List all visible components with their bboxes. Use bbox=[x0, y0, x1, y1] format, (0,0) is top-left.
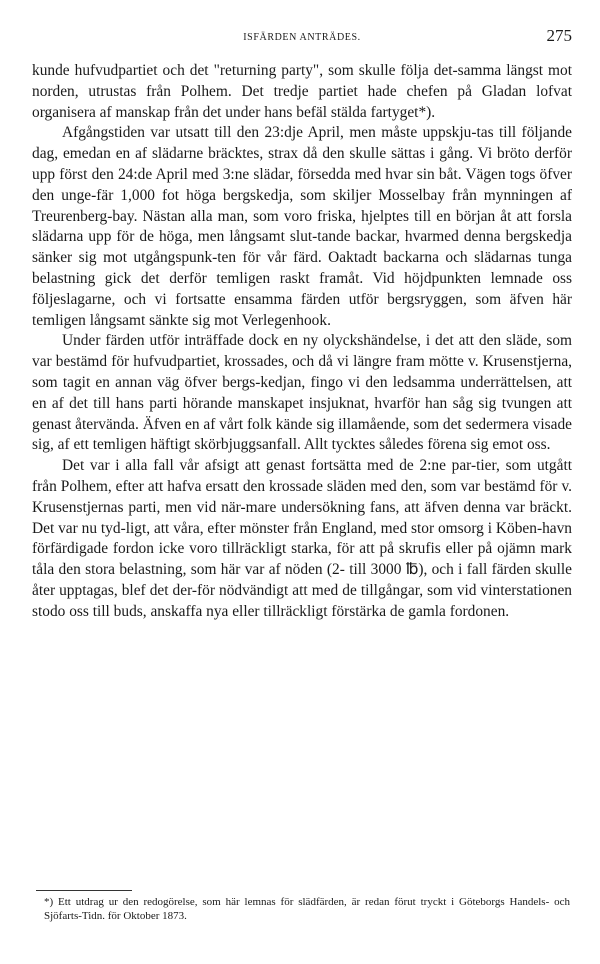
paragraph-accident: Under färden utför inträffade dock en ny olyckshändelse, i det att den släde, som var bestämd för hufvudpartiet, krossades, och då vi längre fram mötte v. Krusenstjerna, som tagit en annan väg öfver bergs-kedjan, fingo vi den ledsamma underrättelsen, att en af det till hans parti hörande manskapet insjuknat, hvarför han såg sig tvungen att genast återvända. Äfven en af vårt folk kände sig illamående, som det sedermera visade sig, af ett temligen häftigt skörbjuggsanfall. Allt tycktes således förena sig emot oss. bbox=[32, 332, 572, 454]
paragraph-departure: Afgångstiden var utsatt till den 23:dje April, men måste uppskju-tas till följande dag, emedan en af slädarne bräcktes, strax då den skulle sättas i gång. Vi bröto derför upp först den 24:de April med 3:ne slädar, försedda med hvar sin båt. Vägen togs öfver den unge-fär 1,000 fot höga bergskedja, som skiljer Mosselbay från mynningen af Treurenberg-bay. Nästan alla man, som voro friska, hjelptes till en början åt att forsla slädarna upp för de höga, men långsamt slut-tande backar, hvarmed denna bergskedja sänker sig mot utgångspunk-ten för vår färd. Oaktadt backarna och slädarnas tunga belastning gick det derför temligen raskt framåt. Vid höjdpunkten lemnade oss följeslagarne, och vi fortsatte ensamma färden utför bergsryggen, som äfven här temligen långsamt sänkte sig mot Verlegenhook. bbox=[32, 124, 572, 329]
running-title: ISFÄRDEN ANTRÄDES. bbox=[243, 32, 361, 43]
page-number: 275 bbox=[546, 26, 572, 45]
body-text bbox=[32, 61, 572, 623]
footnote-text: *) Ett utdrag ur den redogörelse, som här lemnas för slädfärden, är redan förut tryckt i Göteborgs Handels- och Sjöfarts-Tidn. för Oktober 1873. bbox=[44, 896, 570, 922]
paragraph-continued: kunde hufvudpartiet och det "returning party", som skulle följa det-samma längst mot norden, utrustas från Polhem. Det tredje partiet hade chefen på Gladan lofvat organisera af manskap från det under hans befäl stälda fartyget*). bbox=[32, 62, 572, 121]
footnote bbox=[44, 896, 570, 923]
running-header bbox=[32, 26, 572, 50]
paragraph-sledges: Det var i alla fall vår afsigt att genast fortsätta med de 2:ne par-tier, som utgått från Polhem, efter att hafva ersatt den krossade släden med den, som var bestämd för v. Krusenstjernas parti, men vid när-mare undersökning fans, att äfven denna var bräckt. Det var nu tyd-ligt, att våra, efter mönster från England, med stor omsorg i Köben-havn förfärdigade fordon icke voro tillräckligt starka, för att på skrufis eller på ojämn mark tåla den stora belastning, som här var af nöden (2- till 3000 ℔), och i fall färden skulle åter upptagas, blef det der-för nödvändigt att med de tillgångar, som vid vinterstationen stodo oss till buds, anskaffa nya eller tillräckligt förstärka de gamla fordonen. bbox=[32, 457, 572, 620]
footnote-divider bbox=[36, 890, 132, 891]
